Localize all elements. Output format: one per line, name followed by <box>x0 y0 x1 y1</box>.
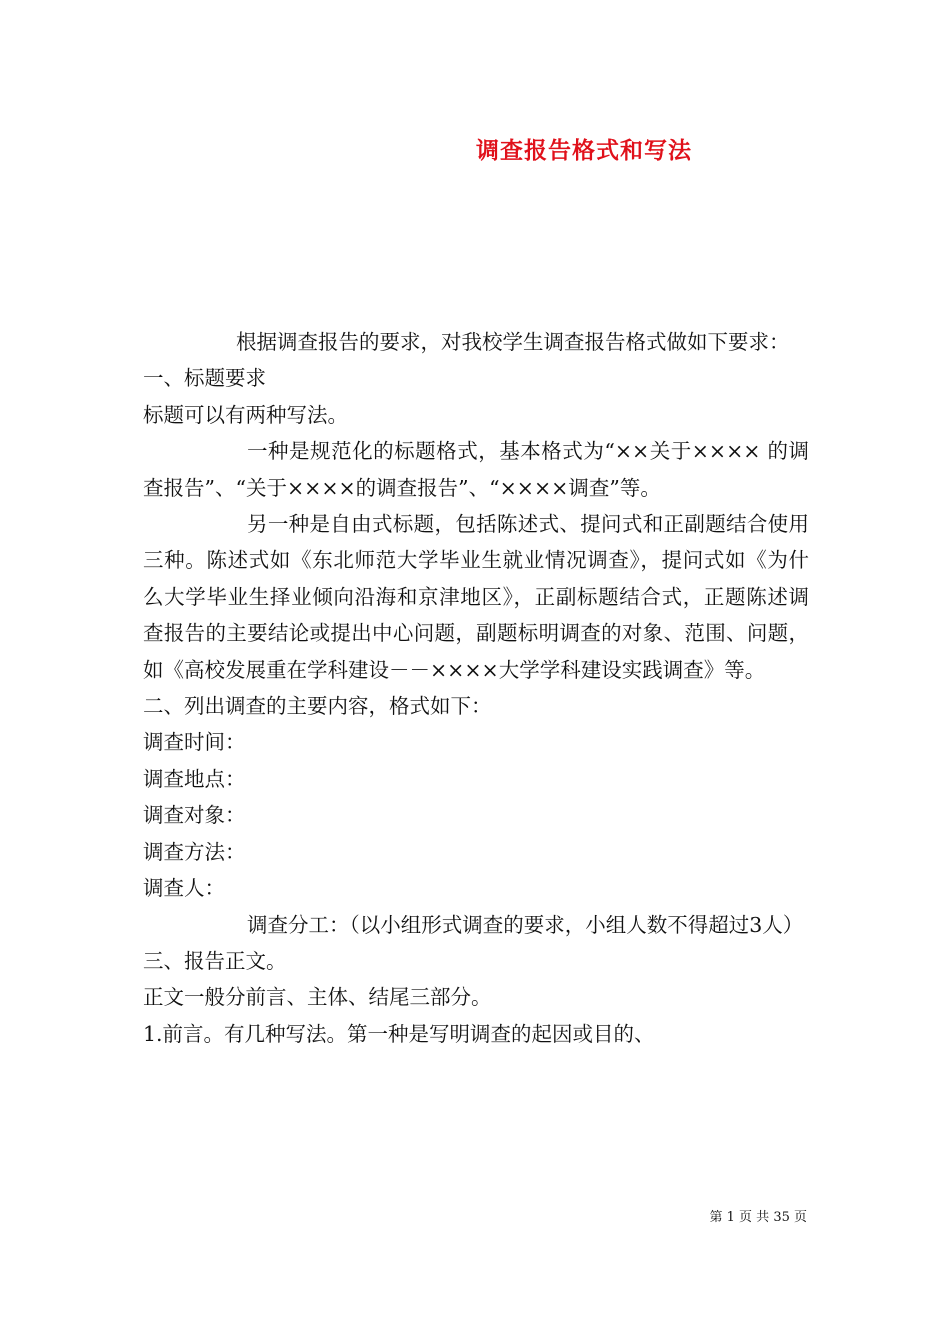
document-title: 调查报告格式和写法 <box>476 137 692 164</box>
paragraph-preface: 1.前言。有几种写法。第一种是写明调查的起因或目的、 <box>143 1021 655 1046</box>
field-survey-place: 调查地点： <box>143 766 246 791</box>
document-body <box>143 324 809 1052</box>
heading-section-2: 二、列出调查的主要内容，格式如下： <box>143 694 492 719</box>
field-survey-time: 调查时间： <box>143 730 246 755</box>
field-surveyor: 调查人： <box>143 876 225 901</box>
paragraph-standard-title: 一种是规范化的标题格式，基本格式为“××关于×××× 的调查报告”、“关于××××的调查报告”、“××××调查”等。 <box>143 439 809 500</box>
heading-section-1: 一、标题要求 <box>143 366 266 391</box>
page-number-footer: 第 1 页 共 35 页 <box>709 1210 807 1225</box>
paragraph-body-parts: 正文一般分前言、主体、结尾三部分。 <box>143 985 492 1010</box>
field-survey-object: 调查对象： <box>143 803 246 828</box>
paragraph-free-title: 另一种是自由式标题，包括陈述式、提问式和正副题结合使用三种。陈述式如《东北师范大学毕业生就业情况调查》，提问式如《为什么大学毕业生择业倾向沿海和京津地区》，正副标题结合式，正题陈述调查报告的主要结论或提出中心问题，副题标明调查的对象、范围、问题，如《高校发展重在学科建设－－××××大学学科建设实践调查》等。 <box>143 512 809 682</box>
paragraph-title-ways: 标题可以有两种写法。 <box>143 402 348 427</box>
heading-section-3: 三、报告正文。 <box>143 948 287 973</box>
paragraph-intro: 根据调查报告的要求，对我校学生调查报告格式做如下要求： <box>236 330 790 354</box>
field-division-of-work: 调查分工：（以小组形式调查的要求，小组人数不得超过3人） <box>247 912 804 937</box>
field-survey-method: 调查方法： <box>143 839 246 864</box>
